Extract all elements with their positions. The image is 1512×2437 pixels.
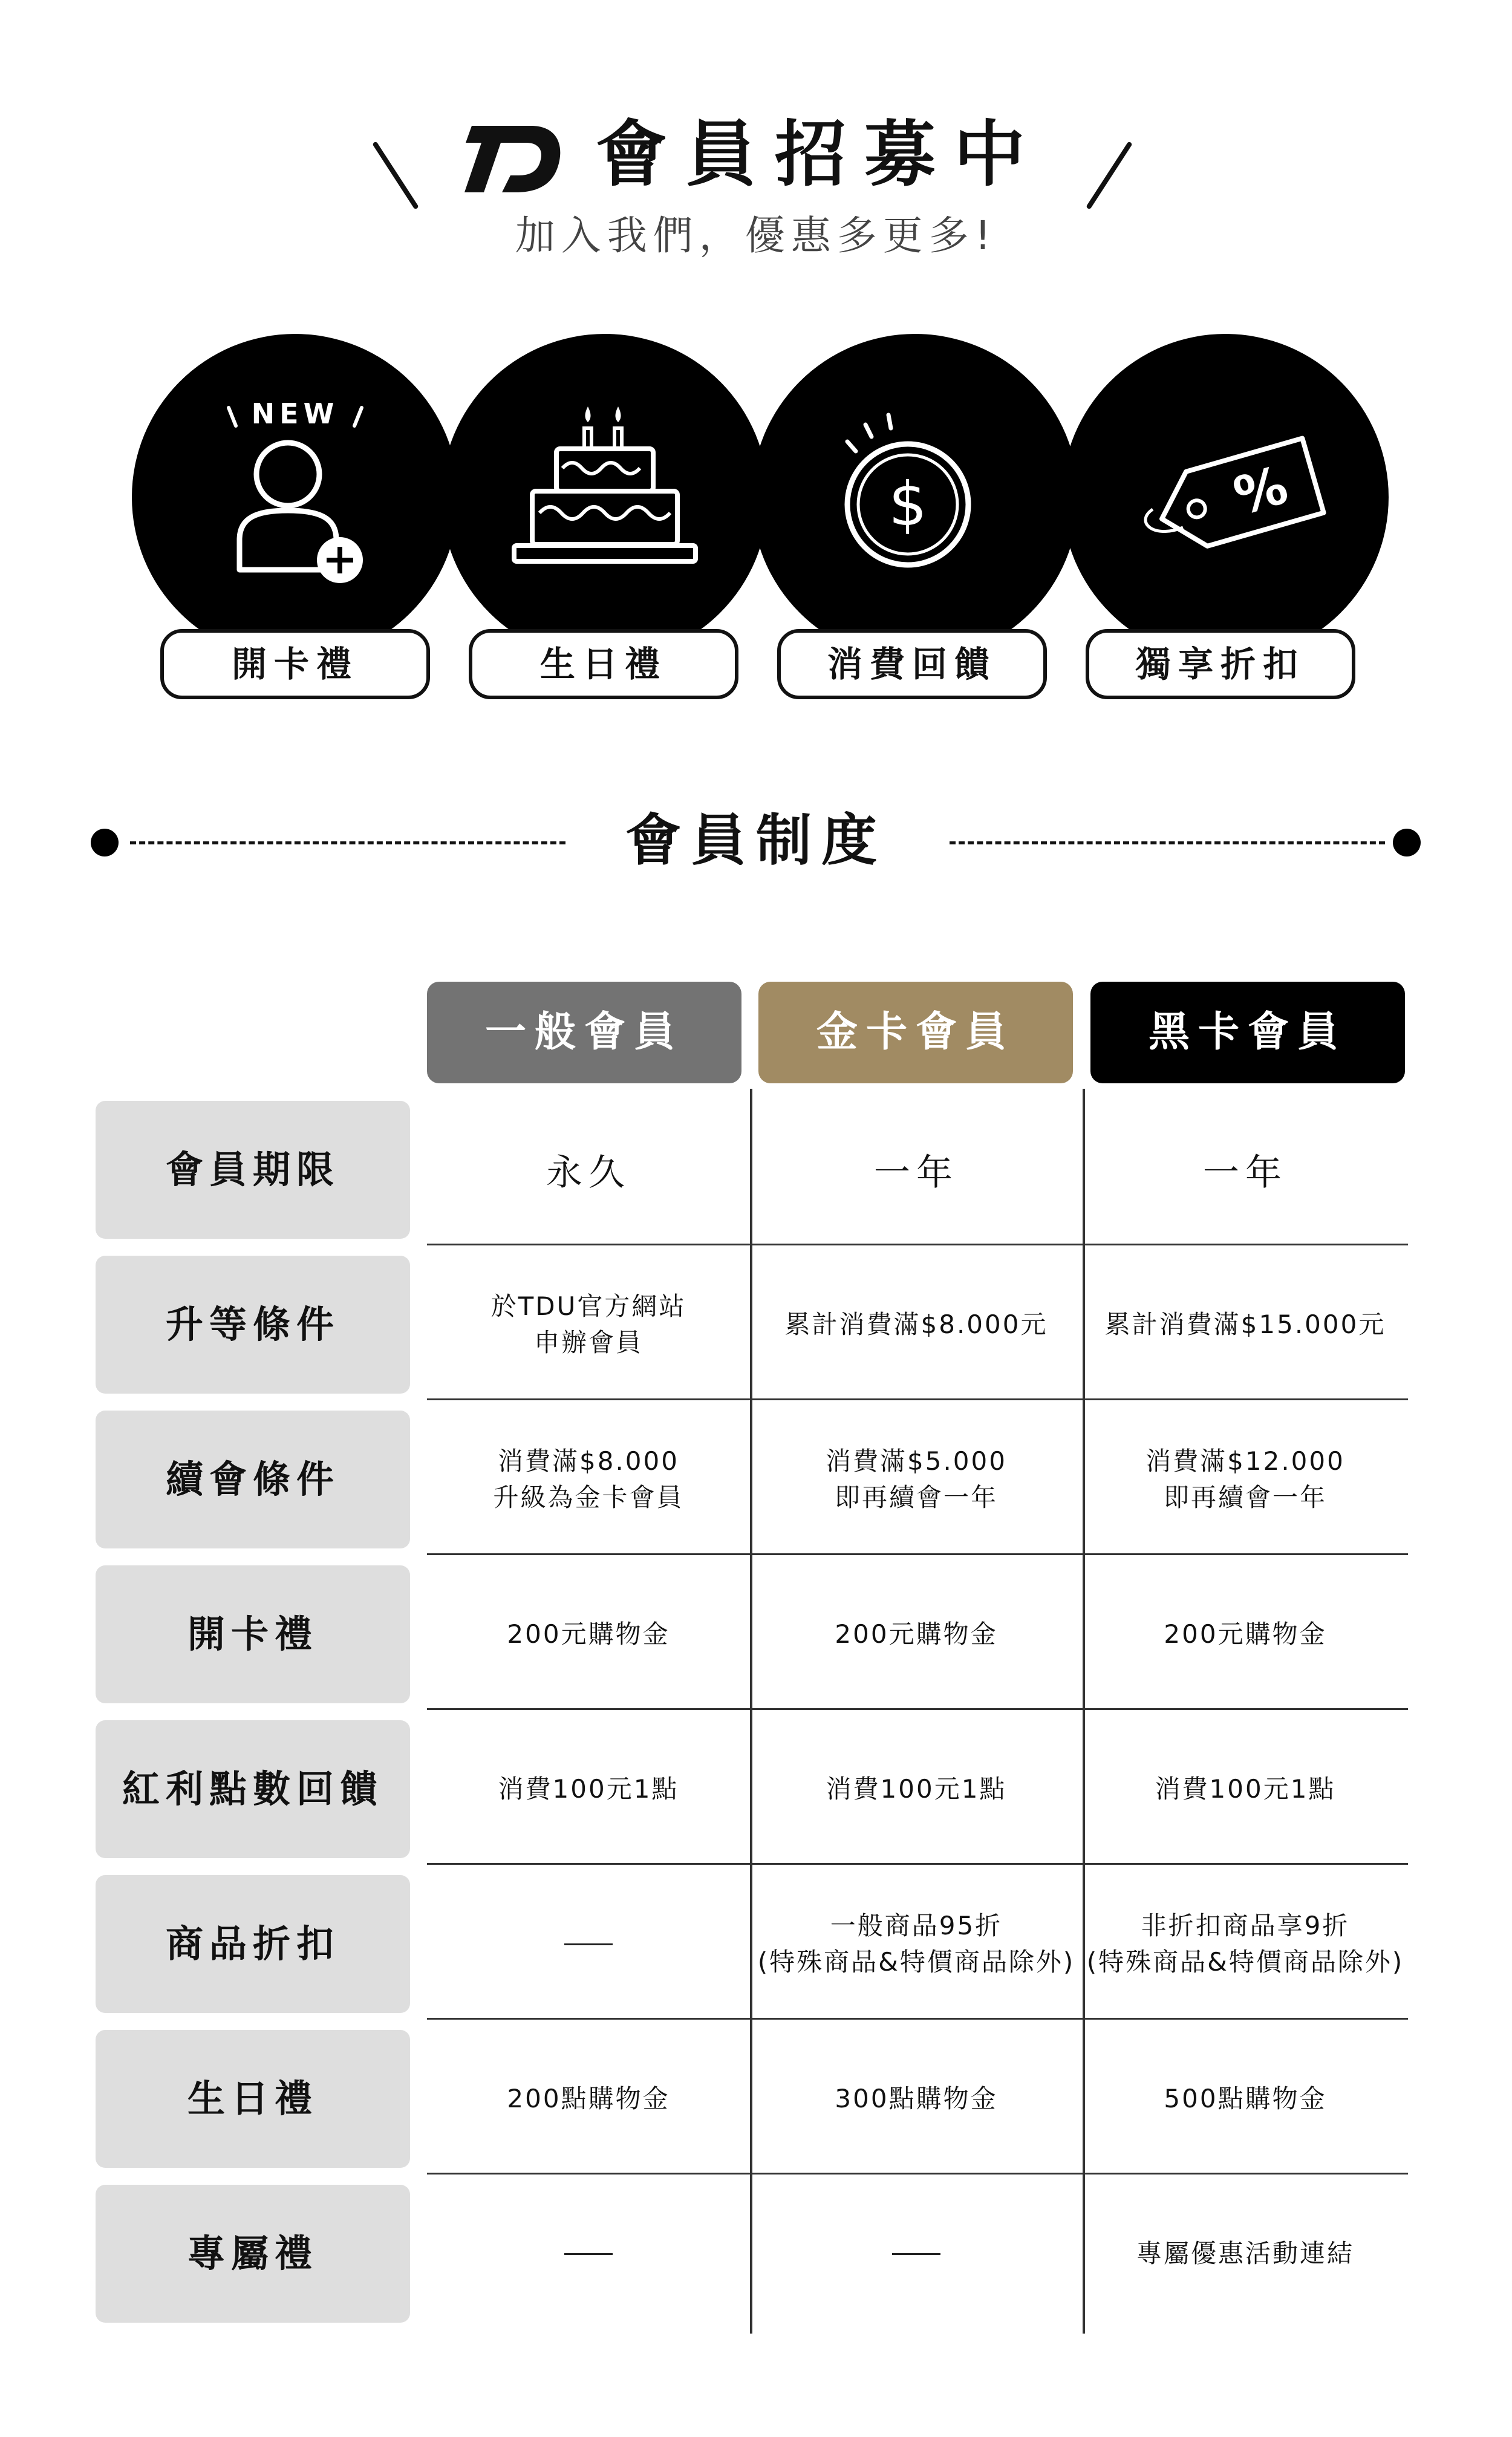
table-cell-text: 500點購物金	[1164, 2084, 1327, 2113]
table-cell	[750, 1720, 1083, 1858]
table-cell-text: 一年	[1203, 1152, 1288, 1194]
row-label: 專屬禮	[96, 2185, 410, 2323]
table-cell-text: 即再續會一年	[834, 1483, 998, 1512]
table-cell	[750, 1411, 1083, 1548]
benefit-circle-birthday	[442, 334, 768, 661]
table-cell-text: 消費滿$12.000	[1145, 1446, 1345, 1476]
empty-value-dash	[892, 2253, 940, 2255]
table-cell	[427, 1720, 750, 1858]
table-cell	[1083, 1411, 1408, 1548]
table-row-divider	[427, 1244, 1408, 1245]
table-cell	[750, 2030, 1083, 2168]
row-label: 商品折扣	[96, 1875, 410, 2013]
table-cell	[427, 2030, 750, 2168]
benefit-circle-cashback	[752, 334, 1078, 661]
table-row-divider	[427, 1398, 1408, 1400]
dollar-coin-icon	[752, 334, 1078, 661]
table-cell	[427, 1411, 750, 1548]
table-row-divider	[427, 2173, 1408, 2174]
svg-text:%: %	[1227, 454, 1294, 527]
table-cell-text: 200元購物金	[507, 1619, 670, 1649]
table-cell-text: 300點購物金	[835, 2084, 998, 2113]
benefit-label-exclusive-discount: 獨享折扣	[1086, 629, 1355, 699]
svg-text:$: $	[888, 469, 927, 540]
table-cell	[427, 1256, 750, 1394]
table-cell	[750, 1565, 1083, 1703]
table-cell-text: 升級為金卡會員	[493, 1483, 684, 1512]
tier-header-gold: 金卡會員	[758, 982, 1073, 1083]
table-cell-text: 消費100元1點	[498, 1774, 679, 1804]
table-cell-text: (特殊商品&特價商品除外)	[757, 1947, 1075, 1977]
table-cell-text: 200元購物金	[1164, 1619, 1327, 1649]
table-cell	[750, 1875, 1083, 2013]
table-cell-text: 累計消費滿$15.000元	[1104, 1310, 1386, 1339]
empty-value-dash	[564, 2253, 613, 2255]
table-cell-text: 200元購物金	[835, 1619, 998, 1649]
table-cell-text: 非折扣商品享9折	[1141, 1911, 1350, 1940]
discount-tag-icon	[1062, 334, 1389, 661]
table-cell-text: 永久	[546, 1152, 631, 1194]
row-label: 開卡禮	[96, 1565, 410, 1703]
section-title: 會員制度	[625, 808, 887, 873]
table-cell-text: 一年	[874, 1152, 959, 1194]
table-cell-text: 累計消費滿$8.000元	[784, 1310, 1048, 1339]
new-member-icon	[132, 334, 458, 661]
table-cell-text: 於TDU官方網站	[490, 1291, 686, 1321]
table-cell	[1083, 2185, 1408, 2323]
table-cell	[750, 2185, 1083, 2323]
row-label: 升等條件	[96, 1256, 410, 1394]
table-cell-text: 消費滿$8.000	[498, 1446, 679, 1476]
table-cell	[1083, 1565, 1408, 1703]
decorative-slash-left	[372, 141, 419, 209]
table-cell	[1083, 1256, 1408, 1394]
row-label: 會員期限	[96, 1101, 410, 1239]
benefit-label-cashback: 消費回饋	[777, 629, 1047, 699]
benefit-label-opening-gift: 開卡禮	[160, 629, 430, 699]
benefit-circle-discount	[1062, 334, 1389, 661]
table-row-divider	[427, 1553, 1408, 1555]
row-label: 紅利點數回饋	[96, 1720, 410, 1858]
row-label: 生日禮	[96, 2030, 410, 2168]
benefit-circle-new-member	[132, 334, 458, 661]
table-cell-text: (特殊商品&特價商品除外)	[1086, 1947, 1404, 1977]
tier-header-regular: 一般會員	[427, 982, 741, 1083]
empty-value-dash	[564, 1943, 613, 1945]
table-cell-text: 即再續會一年	[1163, 1483, 1327, 1512]
page-title: 會員招募中	[596, 113, 1044, 196]
tier-header-black: 黑卡會員	[1090, 982, 1405, 1083]
divider-dashes-right	[950, 841, 1385, 844]
table-cell	[427, 2185, 750, 2323]
row-label: 續會條件	[96, 1411, 410, 1548]
table-row-divider	[427, 1708, 1408, 1710]
table-cell	[750, 1256, 1083, 1394]
table-cell	[750, 1101, 1083, 1239]
table-cell	[1083, 2030, 1408, 2168]
table-row-divider	[427, 2018, 1408, 2020]
table-cell	[1083, 1720, 1408, 1858]
birthday-cake-icon	[442, 334, 768, 661]
divider-dot-left	[91, 829, 119, 856]
decorative-slash-right	[1086, 141, 1133, 209]
benefit-label-birthday-gift: 生日禮	[469, 629, 738, 699]
table-cell	[427, 1875, 750, 2013]
table-cell-text: 一般商品95折	[830, 1911, 1003, 1940]
divider-dashes-left	[130, 841, 565, 844]
table-cell-text: 200點購物金	[507, 2084, 670, 2113]
table-cell-text: 專屬優惠活動連結	[1136, 2239, 1354, 2268]
table-cell	[427, 1101, 750, 1239]
page-subtitle: 加入我們，優惠多更多!	[515, 212, 997, 259]
table-cell	[1083, 1875, 1408, 2013]
td-logo-icon	[460, 115, 569, 200]
table-cell-text: 消費滿$5.000	[826, 1446, 1007, 1476]
table-row-divider	[427, 1863, 1408, 1865]
divider-dot-right	[1393, 829, 1421, 856]
table-cell-text: 申辦會員	[533, 1328, 643, 1357]
table-cell	[1083, 1101, 1408, 1239]
table-cell	[427, 1565, 750, 1703]
table-cell-text: 消費100元1點	[826, 1774, 1007, 1804]
svg-text:NEW: NEW	[251, 397, 339, 430]
table-cell-text: 消費100元1點	[1155, 1774, 1336, 1804]
